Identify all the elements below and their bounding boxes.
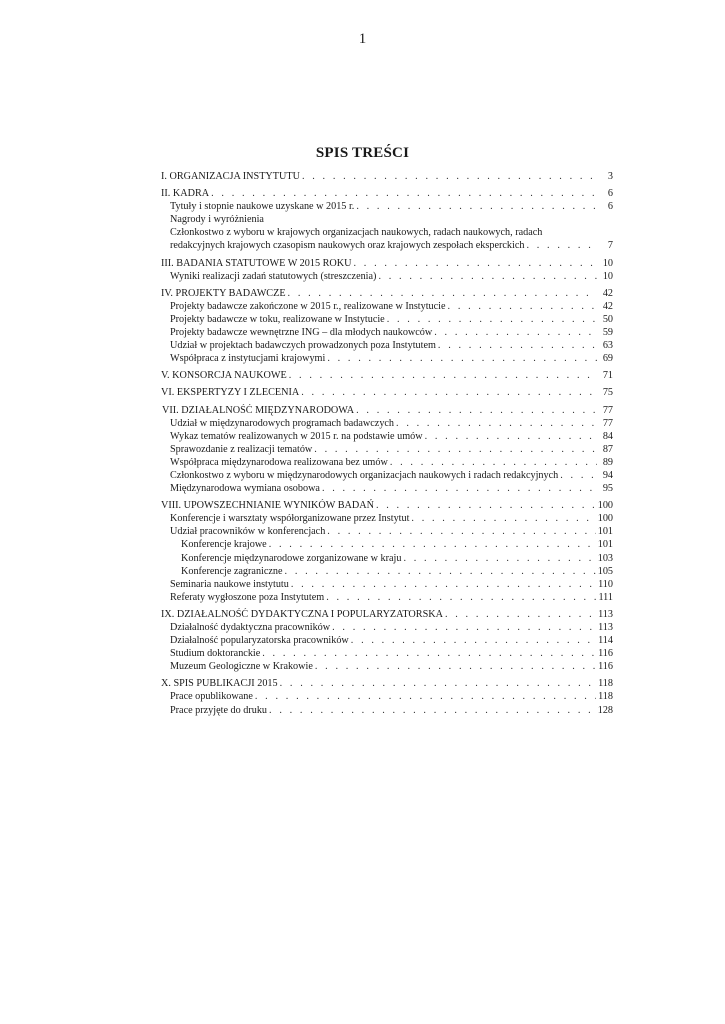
toc-entry[interactable]: [161, 499, 613, 512]
entry-label: X. SPIS PUBLIKACJI 2015: [161, 678, 278, 690]
entry-page: 87: [602, 443, 613, 455]
toc-entry[interactable]: [161, 369, 613, 382]
entry-label: Międzynarodowa wymiana osobowa: [170, 483, 320, 495]
entry-label: II. KADRA: [161, 188, 210, 200]
entry-label: IX. DZIAŁALNOŚĆ DYDAKTYCZNA I POPULARYZATORSKA: [161, 608, 443, 620]
dot-leader: [327, 352, 597, 365]
page-number: 1: [358, 31, 367, 47]
entry-label: Referaty wygłoszone poza Instytutem: [170, 591, 325, 603]
entry-label: Konferencje i warsztaty współorganizowane przez Instytut: [170, 513, 410, 525]
dot-leader: [269, 704, 596, 717]
toc-section-ekspertyzy: [161, 386, 613, 399]
entry-page: 89: [602, 456, 613, 468]
dot-leader: [211, 187, 597, 200]
toc-entry[interactable]: [161, 187, 613, 200]
toc-subentry[interactable]: [161, 443, 613, 456]
entry-page: 69: [602, 353, 613, 365]
entry-page: 118: [598, 678, 613, 690]
entry-page: 84: [602, 430, 613, 442]
entry-label: Projekty badawcze zakończone w 2015 r., realizowane w Instytucie: [170, 300, 446, 312]
entry-label: Muzeum Geologiczne w Krakowie: [170, 661, 313, 673]
dot-leader: [327, 525, 595, 538]
dot-leader: [291, 578, 596, 591]
entry-page: 7: [607, 240, 613, 252]
toc-subentry[interactable]: [161, 482, 613, 495]
entry-label: VI. EKSPERTYZY I ZLECENIA: [161, 387, 300, 399]
toc-subentry[interactable]: [161, 300, 613, 313]
entry-label: Tytuły i stopnie naukowe uzyskane w 2015 r.: [170, 201, 355, 213]
dot-leader: [332, 621, 596, 634]
toc-section-kadra: [161, 187, 613, 252]
entry-label: Współpraca międzynarodowa realizowana bez umów: [170, 456, 388, 468]
dot-leader: [302, 170, 597, 183]
entry-label: Działalność popularyzatorska pracowników: [170, 635, 349, 647]
entry-label: Udział pracowników w konferencjach: [170, 526, 326, 538]
dot-leader: [315, 660, 596, 673]
toc-title: SPIS TREŚCI: [315, 145, 410, 161]
entry-label: Seminaria naukowe instytutu: [170, 578, 289, 590]
toc-section-projekty-badawcze: [161, 287, 613, 366]
toc-entry[interactable]: [161, 404, 613, 417]
toc-subsubentry[interactable]: [161, 552, 613, 565]
toc-subentry[interactable]: [161, 690, 613, 703]
toc-subentry-no-page[interactable]: [161, 213, 613, 226]
entry-label: Działalność dydaktyczna pracowników: [170, 622, 331, 633]
dot-leader: [526, 239, 597, 252]
toc-subentry[interactable]: [161, 578, 613, 591]
entry-page: 114: [598, 635, 613, 647]
toc-entry[interactable]: [161, 608, 613, 621]
toc-subentry-wrapped[interactable]: [161, 226, 613, 239]
toc-section-badania-statutowe: [161, 257, 613, 283]
toc-entry[interactable]: [161, 677, 613, 690]
dot-leader: [322, 482, 597, 495]
entry-label: Udział w projektach badawczych prowadzonych poza Instytutem: [170, 340, 436, 352]
entry-label: Prace opublikowane: [170, 691, 253, 703]
toc-subentry[interactable]: [161, 339, 613, 352]
entry-page: 42: [602, 300, 613, 312]
toc-subentry[interactable]: [161, 200, 613, 213]
toc-subentry[interactable]: [161, 313, 613, 326]
entry-label: IV. PROJEKTY BADAWCZE: [161, 287, 286, 299]
dot-leader: [434, 326, 597, 339]
toc-subsubentry[interactable]: [161, 538, 613, 551]
entry-label: I. ORGANIZACJA INSTYTUTU: [161, 171, 300, 182]
entry-page: 63: [602, 340, 613, 352]
toc-subentry[interactable]: [161, 326, 613, 339]
toc-subentry[interactable]: [161, 239, 613, 252]
entry-page: 59: [602, 327, 613, 339]
dot-leader: [356, 404, 597, 417]
entry-page: 10: [602, 270, 613, 282]
entry-label: Projekty badawcze wewnętrzne ING – dla młodych naukowców: [170, 327, 433, 339]
toc-subentry[interactable]: [161, 647, 613, 660]
dot-leader: [289, 369, 597, 382]
entry-page: 50: [602, 313, 613, 325]
entry-page: 42: [602, 287, 613, 299]
dot-leader: [448, 300, 597, 313]
toc-entry[interactable]: [161, 170, 613, 183]
entry-page: 111: [598, 591, 613, 603]
dot-leader: [396, 417, 597, 430]
dot-leader: [262, 647, 596, 660]
entry-label: Konferencje krajowe: [181, 539, 267, 551]
entry-page: 75: [602, 387, 613, 399]
entry-page: 77: [602, 404, 613, 416]
entry-label: Wykaz tematów realizowanych w 2015 r. na podstawie umów: [170, 430, 423, 442]
toc-subentry[interactable]: [161, 621, 613, 634]
dot-leader: [301, 386, 597, 399]
toc-section-konsorcja: [161, 369, 613, 382]
dot-leader: [280, 677, 596, 690]
dot-leader: [376, 499, 596, 512]
entry-page: 71: [602, 370, 613, 382]
entry-label: Sprawozdanie z realizacji tematów: [170, 443, 313, 455]
entry-label: Członkostwo z wyboru w międzynarodowych organizacjach naukowych i radach redakcyjnych: [170, 469, 559, 481]
entry-page: 100: [597, 500, 613, 512]
entry-page: 113: [598, 608, 613, 620]
entry-page: 100: [597, 513, 613, 525]
entry-page: 113: [598, 622, 613, 633]
entry-page: 116: [598, 661, 613, 673]
entry-page: 3: [607, 171, 613, 182]
entry-label: Studium doktoranckie: [170, 648, 261, 660]
entry-page: 110: [598, 578, 613, 590]
dot-leader: [403, 552, 595, 565]
toc-section-upowszechnianie: [161, 499, 613, 604]
entry-page: 101: [597, 526, 613, 538]
dot-leader: [285, 565, 596, 578]
dot-leader: [255, 690, 596, 703]
entry-label: Udział w międzynarodowych programach badawczych: [170, 417, 395, 429]
toc-subentry[interactable]: [161, 512, 613, 525]
entry-page: 118: [598, 691, 613, 703]
toc-subentry[interactable]: [161, 469, 613, 482]
toc-section-organizacja: [161, 170, 613, 183]
entry-page: 128: [597, 704, 613, 716]
dot-leader: [445, 608, 596, 621]
toc-subentry[interactable]: [161, 591, 613, 604]
entry-label: Współpraca z instytucjami krajowymi: [170, 353, 326, 365]
entry-label: redakcyjnych krajowych czasopism naukowych oraz krajowych zespołach eksperckich: [170, 240, 525, 252]
entry-page: 6: [607, 188, 613, 200]
entry-page: 103: [597, 552, 613, 564]
toc-subentry[interactable]: [161, 660, 613, 673]
entry-label: Prace przyjęte do druku: [170, 704, 268, 716]
entry-page: 95: [602, 483, 613, 495]
toc-subentry[interactable]: [161, 456, 613, 469]
entry-page: 105: [597, 565, 613, 577]
dot-leader: [326, 591, 596, 604]
entry-label: Wyniki realizacji zadań statutowych (streszczenia): [170, 270, 377, 282]
toc-section-dydaktyczna: [161, 608, 613, 673]
toc-subentry[interactable]: [161, 634, 613, 647]
dot-leader: [387, 313, 597, 326]
entry-label: III. BADANIA STATUTOWE W 2015 ROKU: [161, 257, 352, 269]
dot-leader: [390, 456, 597, 469]
entry-label: Konferencje zagraniczne: [181, 565, 283, 577]
toc-subentry[interactable]: [161, 270, 613, 283]
dot-leader: [356, 200, 597, 213]
dot-leader: [314, 443, 597, 456]
toc-subentry[interactable]: [161, 704, 613, 717]
toc-section-spis-publikacji: [161, 677, 613, 716]
toc-subentry[interactable]: [161, 525, 613, 538]
toc-subentry[interactable]: [161, 417, 613, 430]
entry-page: 116: [598, 648, 613, 660]
toc-entry[interactable]: [161, 386, 613, 399]
toc-section-dzialalnosc-miedzynarodowa: [161, 404, 613, 496]
toc-entry[interactable]: [161, 257, 613, 270]
toc-subsubentry[interactable]: [161, 565, 613, 578]
dot-leader: [411, 512, 595, 525]
dot-leader: [560, 469, 597, 482]
table-of-contents: [161, 170, 613, 721]
toc-entry[interactable]: [161, 287, 613, 300]
entry-label: VII. DZIAŁALNOŚĆ MIĘDZYNARODOWA: [162, 404, 355, 416]
entry-label: Członkostwo z wyboru w krajowych organizacjach naukowych, radach naukowych, radach: [170, 227, 543, 239]
entry-label: Nagrody i wyróżnienia: [170, 214, 264, 226]
dot-leader: [288, 287, 597, 300]
entry-page: 94: [602, 469, 613, 481]
dot-leader: [425, 430, 597, 443]
entry-label: V. KONSORCJA NAUKOWE: [161, 370, 287, 382]
entry-label: Projekty badawcze w toku, realizowane w Instytucie: [170, 313, 385, 325]
entry-label: VIII. UPOWSZECHNIANIE WYNIKÓW BADAŃ: [161, 500, 374, 512]
entry-page: 101: [597, 539, 613, 551]
dot-leader: [438, 339, 597, 352]
dot-leader: [351, 634, 596, 647]
entry-label: Konferencje międzynarodowe zorganizowane w kraju: [181, 552, 402, 564]
dot-leader: [378, 270, 597, 283]
dot-leader: [269, 538, 596, 551]
dot-leader: [353, 257, 597, 270]
entry-page: 77: [602, 417, 613, 429]
entry-page: 6: [607, 201, 613, 213]
entry-page: 10: [602, 257, 613, 269]
toc-subentry[interactable]: [161, 430, 613, 443]
toc-subentry[interactable]: [161, 352, 613, 365]
